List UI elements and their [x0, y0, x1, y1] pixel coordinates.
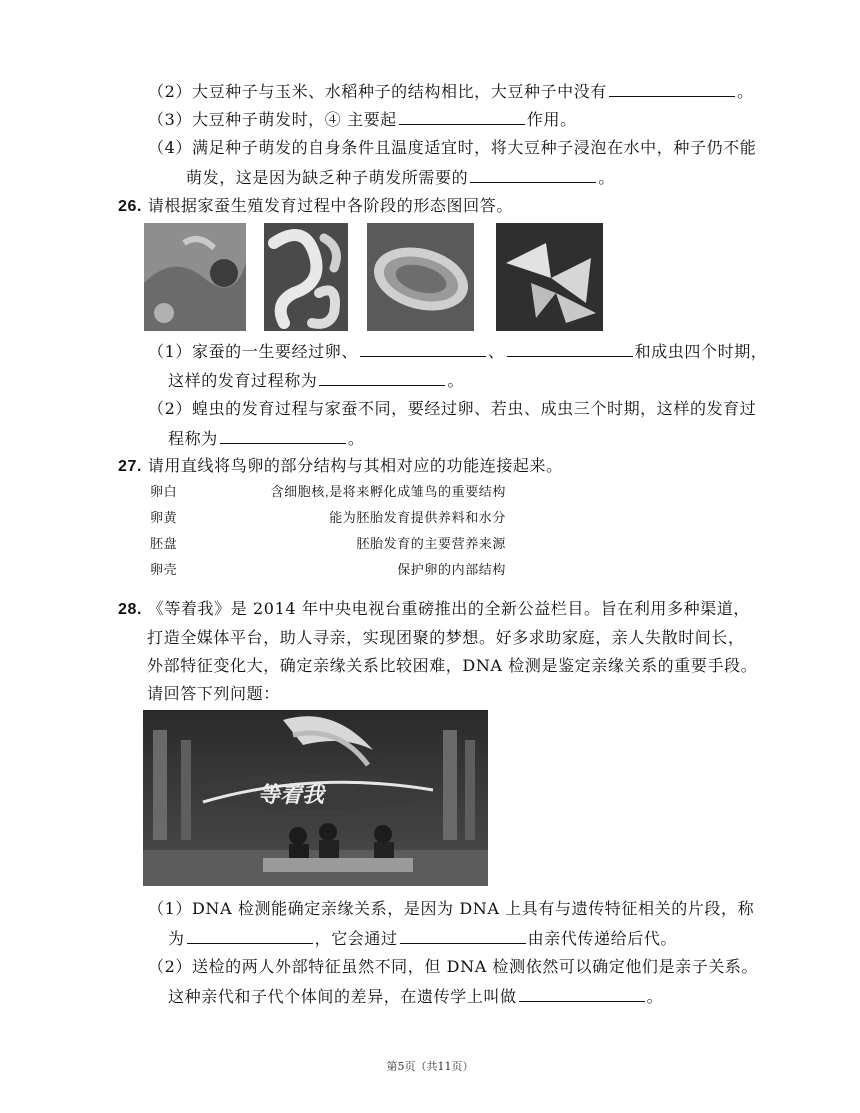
q28-part1-text: （1）DNA 检测能确定亲缘关系，是因为 DNA 上具有与遗传特征相关的片段，称: [148, 899, 755, 918]
q25-part4-text: （4）满足种子萌发的自身条件且温度适宜时，将大豆种子浸泡在水中，种子仍不能: [148, 138, 757, 157]
answer-blank[interactable]: [400, 927, 526, 944]
q28-part2-line1: [148, 956, 758, 978]
silkworm-pupa-photo: [367, 223, 474, 331]
q25-part4-line2: [186, 166, 615, 189]
q26-part2-line2: [168, 427, 364, 450]
q26-part1-text3: 这样的发育过程称为: [168, 371, 318, 390]
q28-part1-text2: 为: [168, 929, 185, 948]
tv-show-photo: [143, 710, 488, 886]
q25-part4-line1: [148, 137, 756, 159]
answer-blank[interactable]: [470, 166, 596, 183]
matching-right-2[interactable]: 能为胚胎发育提供养料和水分: [329, 510, 506, 525]
question-text: 请回答下列问题：: [147, 684, 280, 703]
q26-part1-text2: 和成虫四个时期，: [634, 342, 768, 361]
punct: 作用。: [526, 110, 577, 129]
punct: 。: [736, 82, 754, 101]
matching-left-1[interactable]: 卵白: [150, 484, 178, 499]
q28-line4: [147, 683, 280, 705]
silkworm-egg-photo: [144, 223, 246, 331]
q25-part2: [148, 80, 754, 103]
question-text: 请根据家蚕生殖发育过程中各阶段的形态图回答。: [147, 196, 513, 215]
matching-right-4[interactable]: 保护卵的内部结构: [397, 562, 506, 577]
q26-part2-line1: [148, 398, 756, 420]
answer-blank[interactable]: [360, 340, 486, 357]
q25-part2-text: （2）大豆种子与玉米、水稻种子的结构相比，大豆种子中没有: [148, 82, 607, 101]
punct: 。: [347, 429, 365, 448]
q26-part1-line1: [148, 340, 767, 363]
q28-part2-line2: [168, 985, 663, 1008]
q26-part1-line2: [168, 369, 464, 392]
question-text: 外部特征变化大，确定亲缘关系比较困难，DNA 检测是鉴定亲缘关系的重要手段。: [147, 656, 758, 675]
q28-line1: [118, 598, 750, 621]
answer-blank[interactable]: [187, 927, 313, 944]
answer-blank[interactable]: [399, 108, 525, 125]
answer-blank[interactable]: [519, 985, 645, 1002]
punct: 。: [646, 987, 664, 1006]
punct: 。: [598, 168, 615, 187]
silkworm-larva-photo: [264, 223, 348, 331]
q28-part2-text: （2）送检的两人外部特征虽然不同，但 DNA 检测依然可以确定他们是亲子关系。: [148, 957, 759, 976]
q26-part2-text: （2）蝗虫的发育过程与家蚕不同，要经过卵、若虫、成虫三个时期，这样的发育过: [148, 399, 757, 418]
matching-right-1[interactable]: 含细胞核,是将来孵化成雏鸟的重要结构: [270, 484, 506, 499]
q27-stem: [118, 455, 563, 478]
q28-line3: [147, 655, 757, 677]
question-number: 27.: [118, 458, 143, 475]
question-number: 26.: [118, 198, 143, 215]
q26-part2-text2: 程称为: [168, 429, 218, 448]
q28-part1-text4: 由亲代传递给后代。: [527, 929, 678, 948]
page-footer: 第5页（共11页）: [386, 1060, 474, 1073]
punct: 。: [447, 371, 465, 390]
q25-part4-text2: 萌发，这是因为缺乏种子萌发所需要的: [186, 168, 469, 187]
q25-part3: [148, 108, 577, 131]
answer-blank[interactable]: [609, 80, 735, 97]
silkworm-moth-photo: [496, 223, 603, 331]
punct: 、: [487, 342, 505, 361]
answer-blank[interactable]: [507, 340, 633, 357]
q26-part1-text: （1）家蚕的一生要经过卵、: [148, 342, 358, 361]
q26-stem: [118, 195, 513, 218]
answer-blank[interactable]: [220, 427, 346, 444]
q28-part1-line2: [168, 927, 677, 950]
matching-right-3[interactable]: 胚胎发育的主要营养来源: [356, 536, 506, 551]
matching-left-3[interactable]: 胚盘: [150, 536, 178, 551]
question-text: 请用直线将鸟卵的部分结构与其相对应的功能连接起来。: [147, 456, 563, 475]
question-text: 《等着我》是 2014 年中央电视台重磅推出的全新公益栏目。旨在利用多种渠道，: [147, 599, 751, 618]
q28-line2: [147, 627, 745, 649]
q28-part1-line1: [148, 898, 754, 920]
answer-blank[interactable]: [319, 369, 445, 386]
q25-part3-text: （3）大豆种子萌发时，④ 主要起: [148, 110, 397, 129]
question-number: 28.: [118, 601, 143, 618]
matching-left-2[interactable]: 卵黄: [150, 510, 178, 525]
question-text: 打造全媒体平台，助人寻亲，实现团聚的梦想。好多求助家庭，亲人失散时间长，: [147, 628, 745, 647]
matching-left-4[interactable]: 卵壳: [150, 562, 178, 577]
q28-part1-text3: ，它会通过: [314, 929, 398, 948]
q28-part2-text2: 这种亲代和子代个体间的差异，在遗传学上叫做: [168, 987, 517, 1006]
show-logo: 等着我: [258, 783, 325, 808]
